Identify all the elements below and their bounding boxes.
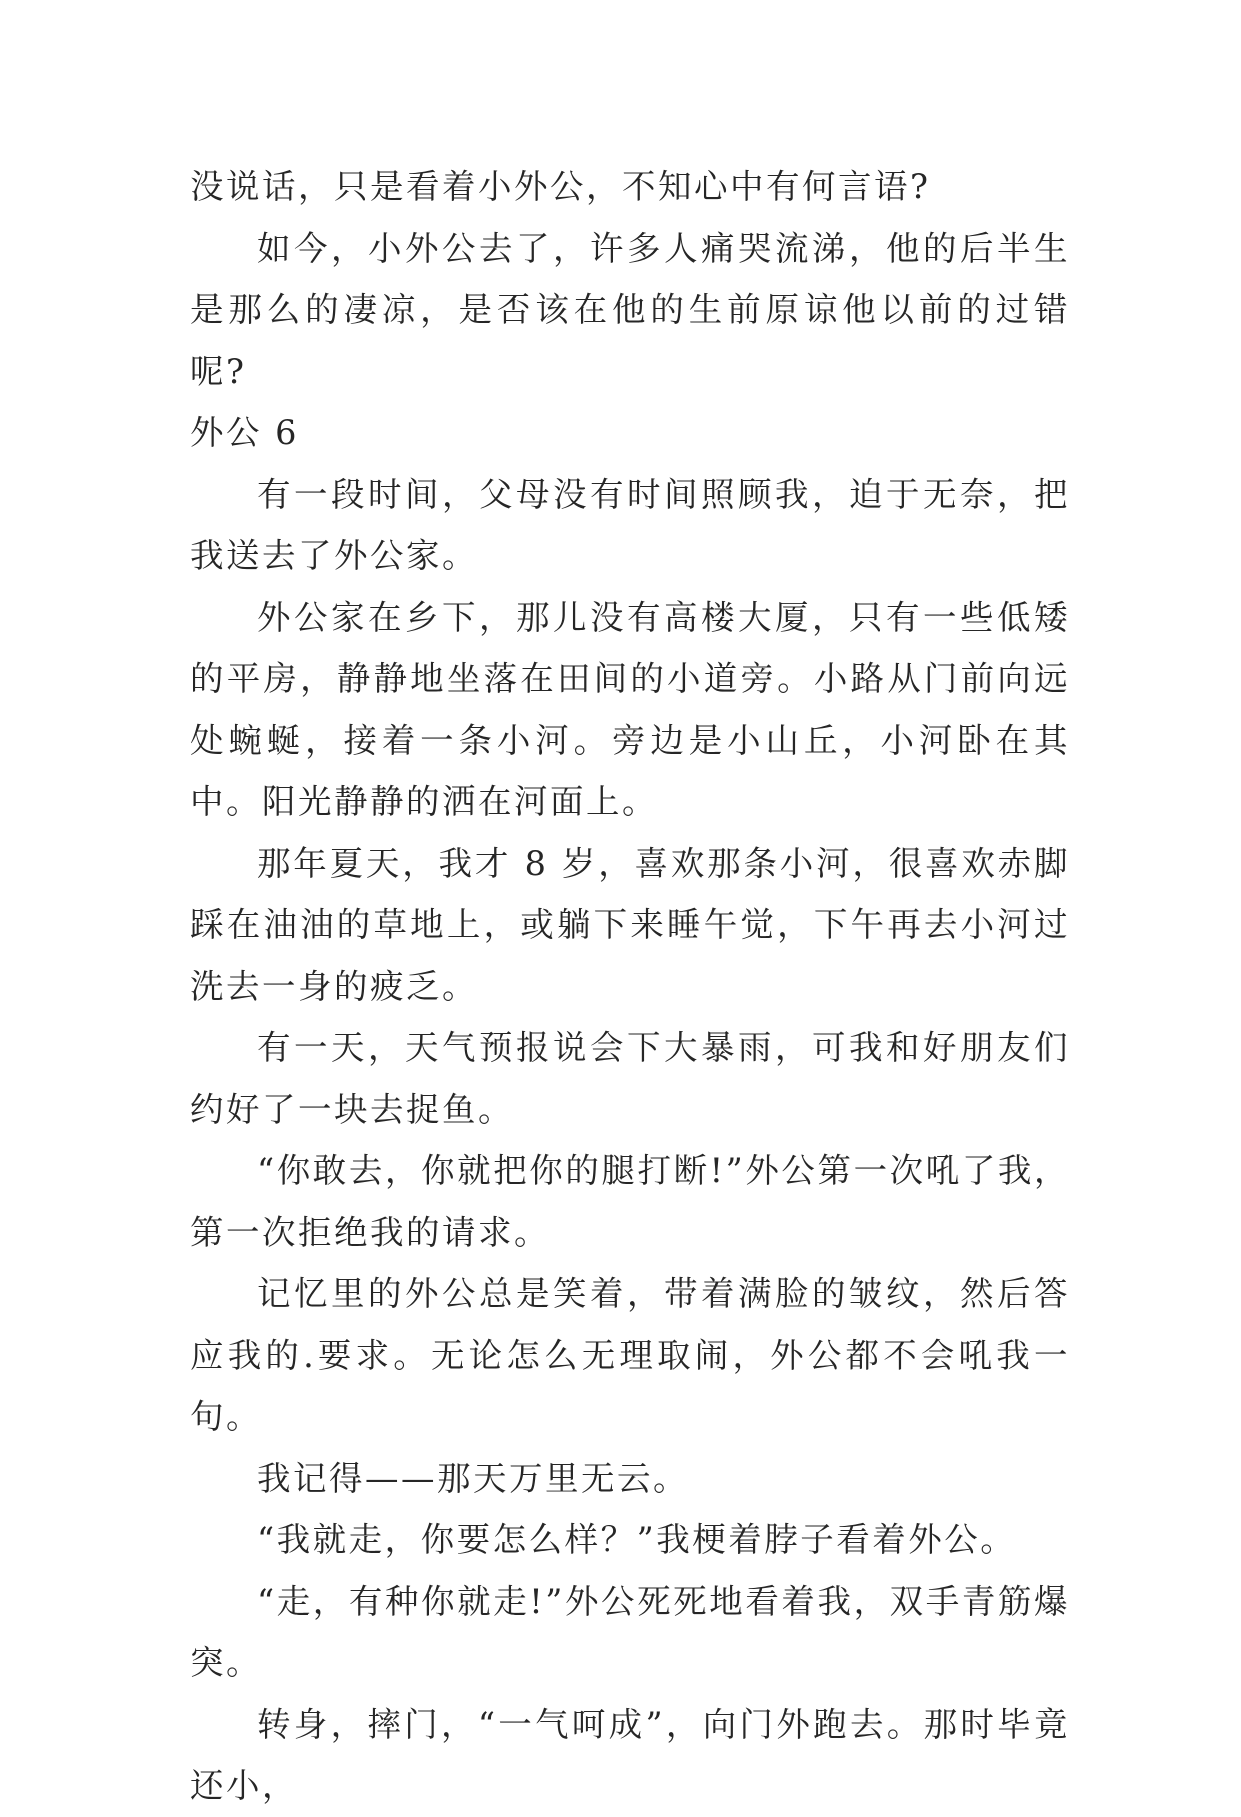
paragraph: “走，有种你就走!”外公死死地看着我，双手青筋爆突。 xyxy=(190,1581,1070,1682)
paragraph: 外公家在乡下，那儿没有高楼大厦，只有一些低矮的平房，静静地坐落在田间的小道旁。小路从门前向远处蜿蜒，接着一条小河。旁边是小山丘，小河卧在其中。阳光静静的洒在河面上。 xyxy=(190,597,1070,821)
paragraph: 我记得——那天万里无云。 xyxy=(257,1458,689,1498)
document-body xyxy=(190,156,1070,1817)
paragraph: 如今，小外公去了，许多人痛哭流涕，他的后半生是那么的凄凉，是否该在他的生前原谅他以前的过错呢? xyxy=(190,228,1070,391)
paragraph: 那年夏天，我才 8 岁，喜欢那条小河，很喜欢赤脚踩在油油的草地上，或躺下来睡午觉，下午再去小河过洗去一身的疲乏。 xyxy=(190,843,1070,1006)
paragraph: 记忆里的外公总是笑着，带着满脸的皱纹，然后答应我的.要求。无论怎么无理取闹，外公都不会吼我一句。 xyxy=(190,1274,1070,1436)
paragraph: 没说话，只是看着小外公，不知心中有何言语? xyxy=(190,167,931,206)
paragraph: 转身，摔门，“一气呵成”，向门外跑去。那时毕竟还小， xyxy=(190,1704,1070,1805)
paragraph: 有一天，天气预报说会下大暴雨，可我和好朋友们约好了一块去捉鱼。 xyxy=(190,1028,1070,1129)
paragraph: 有一段时间，父母没有时间照顾我，迫于无奈，把我送去了外公家。 xyxy=(190,474,1070,575)
paragraph: “我就走，你要怎么样？”我梗着脖子看着外公。 xyxy=(257,1520,1017,1559)
paragraph: “你敢去，你就把你的腿打断!”外公第一次吼了我，第一次拒绝我的请求。 xyxy=(190,1151,1070,1252)
section-heading: 外公 6 xyxy=(190,413,299,452)
